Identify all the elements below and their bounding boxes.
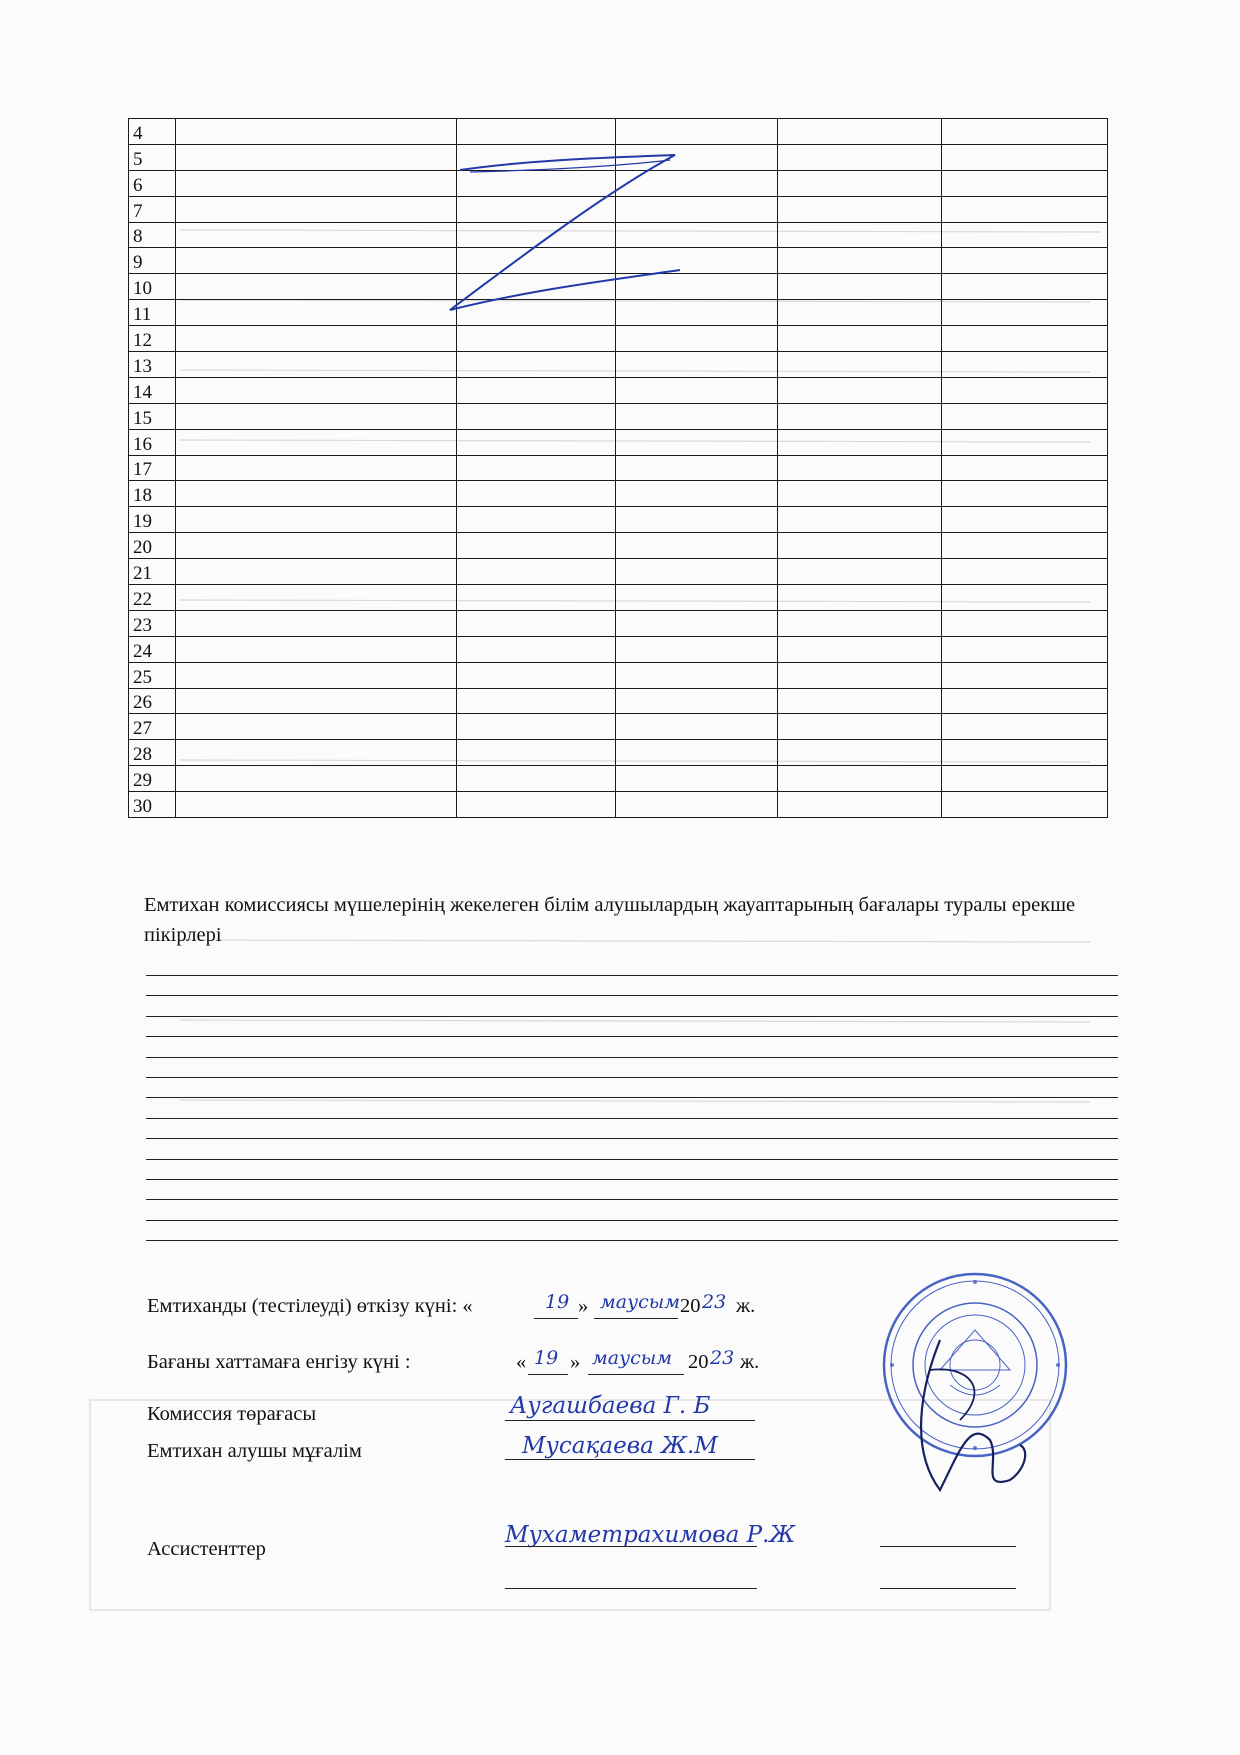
table-cell — [616, 740, 777, 766]
row-number: 20 — [129, 533, 176, 559]
table-row — [129, 507, 1108, 533]
table-cell — [175, 144, 456, 170]
table-cell — [175, 352, 456, 378]
table-cell — [616, 429, 777, 455]
table-cell — [457, 662, 616, 688]
table-cell — [777, 585, 942, 611]
table-cell — [175, 533, 456, 559]
table-cell — [942, 119, 1108, 145]
row-number: 19 — [129, 507, 176, 533]
table-cell — [942, 533, 1108, 559]
table-cell — [942, 429, 1108, 455]
assistant-sign-line-4 — [880, 1588, 1016, 1589]
table-cell — [616, 377, 777, 403]
table-cell — [777, 274, 942, 300]
table-cell — [942, 170, 1108, 196]
remarks-blank-line — [146, 1036, 1118, 1037]
table-cell — [616, 507, 777, 533]
grade-date-sep: » — [570, 1351, 581, 1373]
table-cell — [616, 533, 777, 559]
table-row — [129, 714, 1108, 740]
table-cell — [777, 766, 942, 792]
grade-date-label: Бағаны хаттамаға енгізу күні : — [147, 1351, 411, 1373]
table-cell — [175, 119, 456, 145]
table-cell — [942, 377, 1108, 403]
grade-month-line — [588, 1374, 684, 1375]
table-cell — [777, 636, 942, 662]
table-cell — [175, 662, 456, 688]
table-cell — [942, 507, 1108, 533]
table-cell — [777, 222, 942, 248]
table-cell — [457, 533, 616, 559]
table-cell — [175, 326, 456, 352]
table-cell — [942, 300, 1108, 326]
table-cell — [616, 688, 777, 714]
table-cell — [942, 766, 1108, 792]
table-row — [129, 326, 1108, 352]
table-row — [129, 585, 1108, 611]
table-cell — [942, 196, 1108, 222]
row-number: 4 — [129, 119, 176, 145]
exam-date-year-prefix: 20 — [680, 1295, 701, 1317]
table-cell — [175, 455, 456, 481]
crossout-scribble — [440, 140, 700, 320]
table-row — [129, 559, 1108, 585]
table-cell — [777, 170, 942, 196]
table-cell — [175, 274, 456, 300]
table-cell — [616, 455, 777, 481]
table-row — [129, 610, 1108, 636]
table-cell — [942, 688, 1108, 714]
exam-date-year-suffix: 23 — [702, 1291, 727, 1313]
grade-date-day: 19 — [534, 1347, 559, 1369]
grade-date-tail: ж. — [740, 1351, 760, 1373]
table-cell — [175, 170, 456, 196]
table-cell — [942, 248, 1108, 274]
table-cell — [942, 636, 1108, 662]
table-cell — [457, 585, 616, 611]
row-number: 10 — [129, 274, 176, 300]
remarks-blank-line — [146, 1097, 1118, 1098]
table-cell — [175, 429, 456, 455]
table-cell — [942, 326, 1108, 352]
row-number: 14 — [129, 377, 176, 403]
remarks-blank-line — [146, 1199, 1118, 1200]
remarks-blank-line — [146, 1220, 1118, 1221]
director-signature — [900, 1330, 1040, 1530]
table-cell — [175, 248, 456, 274]
exam-date-day: 19 — [545, 1291, 570, 1313]
table-cell — [616, 792, 777, 818]
table-cell — [457, 714, 616, 740]
grade-day-line — [528, 1374, 568, 1375]
row-number: 26 — [129, 688, 176, 714]
exam-date-sep: » — [578, 1295, 589, 1317]
remarks-blank-line — [146, 975, 1118, 976]
table-cell — [942, 144, 1108, 170]
remarks-blank-line — [146, 1057, 1118, 1058]
table-cell — [616, 662, 777, 688]
table-cell — [777, 352, 942, 378]
table-cell — [777, 533, 942, 559]
table-cell — [457, 740, 616, 766]
table-cell — [457, 507, 616, 533]
table-cell — [457, 455, 616, 481]
table-cell — [457, 403, 616, 429]
assistant-name: Мухаметрахимова Р.Ж — [505, 1522, 796, 1548]
table-cell — [175, 766, 456, 792]
row-number: 6 — [129, 170, 176, 196]
table-cell — [777, 792, 942, 818]
table-cell — [777, 300, 942, 326]
remarks-title: Емтихан комиссиясы мүшелерінің жекелеген білім алушылардың жауаптарының бағалары туралы ерекше пікірлері — [144, 894, 1076, 946]
row-number: 13 — [129, 352, 176, 378]
table-cell — [942, 662, 1108, 688]
table-row — [129, 481, 1108, 507]
row-number: 5 — [129, 144, 176, 170]
table-row — [129, 740, 1108, 766]
chair-name: Аугашбаева Г. Б — [510, 1393, 711, 1419]
grade-date-year-suffix: 23 — [710, 1347, 735, 1369]
row-number: 29 — [129, 766, 176, 792]
table-cell — [777, 481, 942, 507]
row-number: 28 — [129, 740, 176, 766]
table-row — [129, 455, 1108, 481]
row-number: 30 — [129, 792, 176, 818]
table-cell — [942, 792, 1108, 818]
table-cell — [175, 300, 456, 326]
row-number: 17 — [129, 455, 176, 481]
table-cell — [942, 610, 1108, 636]
remarks-blank-line — [146, 1118, 1118, 1119]
remarks-blank-line — [146, 1138, 1118, 1139]
table-row — [129, 533, 1108, 559]
table-cell — [777, 714, 942, 740]
row-number: 21 — [129, 559, 176, 585]
table-row — [129, 429, 1108, 455]
row-number: 25 — [129, 662, 176, 688]
teacher-name: Мусақаева Ж.М — [522, 1433, 718, 1459]
row-number: 15 — [129, 403, 176, 429]
row-number: 8 — [129, 222, 176, 248]
table-row — [129, 636, 1108, 662]
table-cell — [175, 481, 456, 507]
grade-date-year-prefix: 20 — [688, 1351, 709, 1373]
table-cell — [175, 377, 456, 403]
table-cell — [457, 766, 616, 792]
remarks-blank-line — [146, 1077, 1118, 1078]
table-cell — [777, 403, 942, 429]
table-row — [129, 688, 1108, 714]
table-cell — [777, 455, 942, 481]
table-row — [129, 766, 1108, 792]
table-cell — [942, 222, 1108, 248]
table-cell — [777, 119, 942, 145]
table-row — [129, 403, 1108, 429]
remarks-blank-line — [146, 1240, 1118, 1241]
exam-month-line — [594, 1318, 678, 1319]
table-cell — [777, 429, 942, 455]
table-cell — [942, 481, 1108, 507]
assistant-sign-line-2 — [505, 1588, 757, 1589]
table-cell — [616, 636, 777, 662]
table-cell — [457, 352, 616, 378]
table-cell — [777, 377, 942, 403]
table-cell — [777, 144, 942, 170]
table-cell — [175, 792, 456, 818]
table-cell — [942, 352, 1108, 378]
table-cell — [457, 326, 616, 352]
table-cell — [777, 507, 942, 533]
table-cell — [777, 326, 942, 352]
row-number: 9 — [129, 248, 176, 274]
table-cell — [175, 559, 456, 585]
table-cell — [616, 326, 777, 352]
table-cell — [616, 766, 777, 792]
chair-sign-line — [505, 1420, 755, 1421]
table-row — [129, 662, 1108, 688]
row-number: 27 — [129, 714, 176, 740]
row-number: 11 — [129, 300, 176, 326]
table-row — [129, 792, 1108, 818]
table-cell — [616, 403, 777, 429]
table-cell — [777, 196, 942, 222]
table-cell — [175, 507, 456, 533]
assistant-sign-line-3 — [880, 1546, 1016, 1547]
exam-day-line — [534, 1318, 578, 1319]
teacher-sign-line — [505, 1459, 755, 1460]
row-number: 23 — [129, 610, 176, 636]
row-number: 22 — [129, 585, 176, 611]
table-cell — [175, 714, 456, 740]
remarks-blank-line — [146, 1179, 1118, 1180]
table-cell — [942, 740, 1108, 766]
exam-date-tail: ж. — [736, 1295, 756, 1317]
teacher-label: Емтихан алушы мұғалім — [147, 1440, 362, 1462]
table-cell — [777, 662, 942, 688]
row-number: 7 — [129, 196, 176, 222]
grade-date-month: маусым — [592, 1347, 672, 1369]
table-cell — [777, 740, 942, 766]
table-cell — [175, 196, 456, 222]
table-cell — [457, 559, 616, 585]
table-cell — [175, 688, 456, 714]
remarks-blank-line — [146, 1016, 1118, 1017]
table-cell — [942, 585, 1108, 611]
table-cell — [457, 792, 616, 818]
table-cell — [616, 610, 777, 636]
table-cell — [175, 585, 456, 611]
table-cell — [175, 222, 456, 248]
table-cell — [457, 481, 616, 507]
table-cell — [777, 688, 942, 714]
table-cell — [616, 352, 777, 378]
table-cell — [616, 559, 777, 585]
table-cell — [457, 429, 616, 455]
table-cell — [777, 559, 942, 585]
table-row — [129, 352, 1108, 378]
row-number: 18 — [129, 481, 176, 507]
remarks-blank-line — [146, 995, 1118, 996]
remarks-blank-line — [146, 1159, 1118, 1160]
table-cell — [616, 481, 777, 507]
row-number: 16 — [129, 429, 176, 455]
table-cell — [942, 559, 1108, 585]
table-cell — [457, 610, 616, 636]
table-cell — [616, 585, 777, 611]
table-cell — [777, 610, 942, 636]
exam-date-label: Емтиханды (тестілеуді) өткізу күні: « — [147, 1295, 473, 1317]
table-cell — [175, 610, 456, 636]
table-cell — [616, 714, 777, 740]
table-cell — [942, 714, 1108, 740]
table-cell — [777, 248, 942, 274]
assistants-label: Ассистенттер — [147, 1538, 266, 1560]
table-cell — [942, 403, 1108, 429]
table-row — [129, 377, 1108, 403]
exam-date-month: маусым — [600, 1291, 680, 1313]
table-cell — [457, 688, 616, 714]
table-cell — [175, 636, 456, 662]
row-number: 24 — [129, 636, 176, 662]
table-cell — [175, 403, 456, 429]
grade-date-open: « — [516, 1351, 527, 1373]
chair-label: Комиссия төрағасы — [147, 1403, 317, 1425]
table-cell — [175, 740, 456, 766]
table-cell — [457, 377, 616, 403]
assistant-sign-line-1 — [505, 1546, 757, 1547]
table-cell — [457, 636, 616, 662]
table-cell — [942, 274, 1108, 300]
table-cell — [942, 455, 1108, 481]
row-number: 12 — [129, 326, 176, 352]
